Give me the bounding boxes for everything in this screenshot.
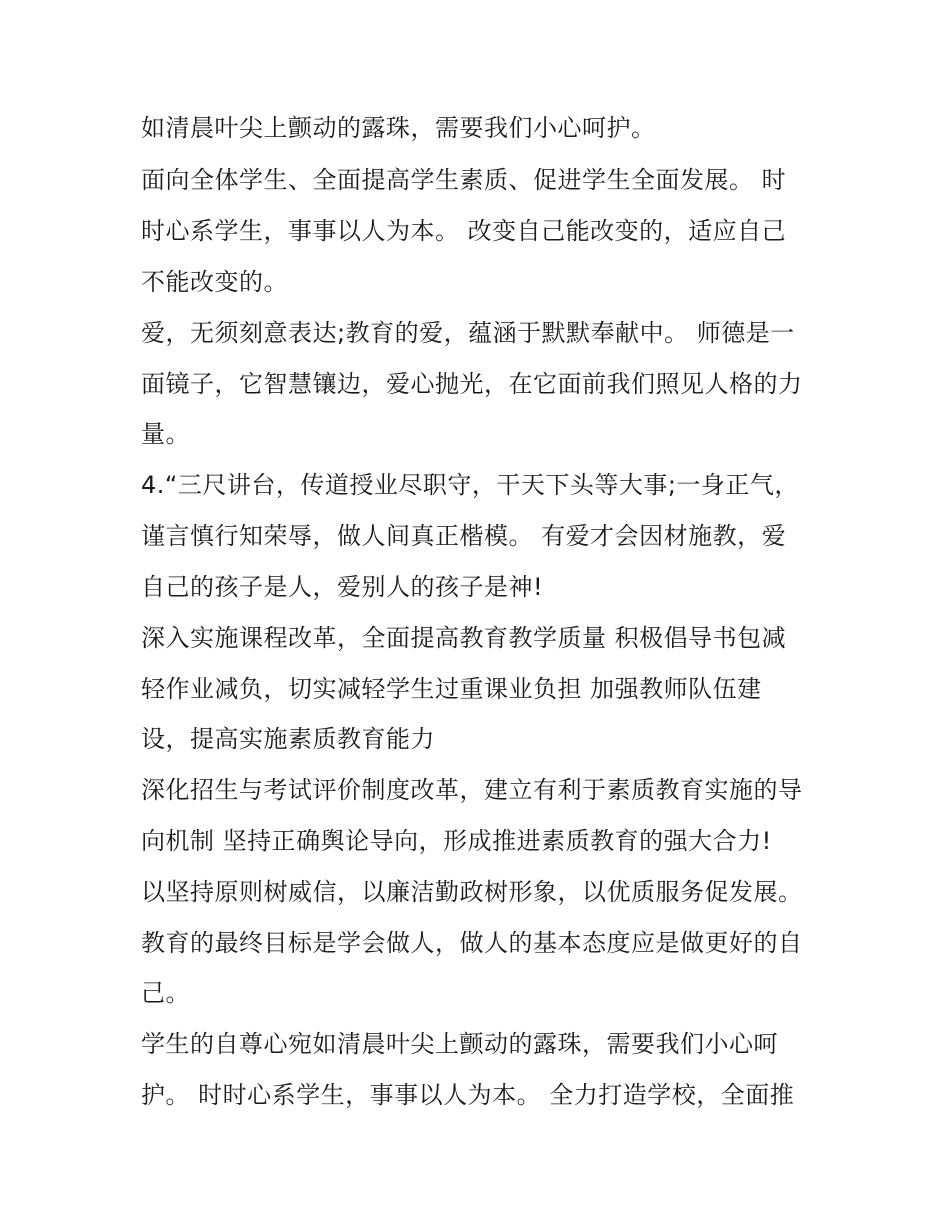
text-line: 时心系学生，事事以人为本。 改变自己能改变的，适应自己: [141, 217, 787, 245]
text-line: 以坚持原则树威信，以廉洁勤政树形象，以优质服务促发展。: [141, 878, 803, 906]
text-line: 护。 时时心系学生，事事以人为本。 全力打造学校，全面推: [141, 1081, 795, 1109]
text-line: 轻作业减负，切实减轻学生过重课业负担 加强教师队伍建: [141, 675, 762, 703]
text-line: 面向全体学生、全面提高学生素质、促进学生全面发展。 时: [141, 166, 787, 194]
text-line: 谨言慎行知荣辱，做人间真正楷模。 有爱才会因材施教，爱: [141, 522, 787, 550]
text-line: 如清晨叶尖上颤动的露珠，需要我们小心呵护。: [141, 114, 656, 142]
text-line: 4.“三尺讲台，传道授业尽职守，干天下头等大事;一身正气，: [141, 471, 799, 499]
text-line: 量。: [141, 420, 190, 448]
text-line: 深入实施课程改革，全面提高教育教学质量 积极倡导书包减: [141, 624, 787, 652]
text-line: 自己的孩子是人，爱别人的孩子是神!: [141, 573, 544, 601]
text-line: 设，提高实施素质教育能力: [141, 725, 435, 753]
text-line: 不能改变的。: [141, 268, 288, 296]
text-line: 深化招生与考试评价制度改革，建立有利于素质教育实施的导: [141, 776, 803, 804]
text-line: 学生的自尊心宛如清晨叶尖上颤动的露珠，需要我们小心呵: [141, 1030, 778, 1058]
text-line: 己。: [141, 979, 190, 1007]
text-line: 爱，无须刻意表达;教育的爱，蕴涵于默默奉献中。 师德是一: [141, 319, 795, 347]
text-line: 面镜子，它智慧镶边，爱心抛光，在它面前我们照见人格的力: [141, 370, 803, 398]
text-line: 向机制 坚持正确舆论导向，形成推进素质教育的强大合力!: [141, 827, 772, 855]
text-line: 教育的最终目标是学会做人，做人的基本态度应是做更好的自: [141, 929, 803, 957]
